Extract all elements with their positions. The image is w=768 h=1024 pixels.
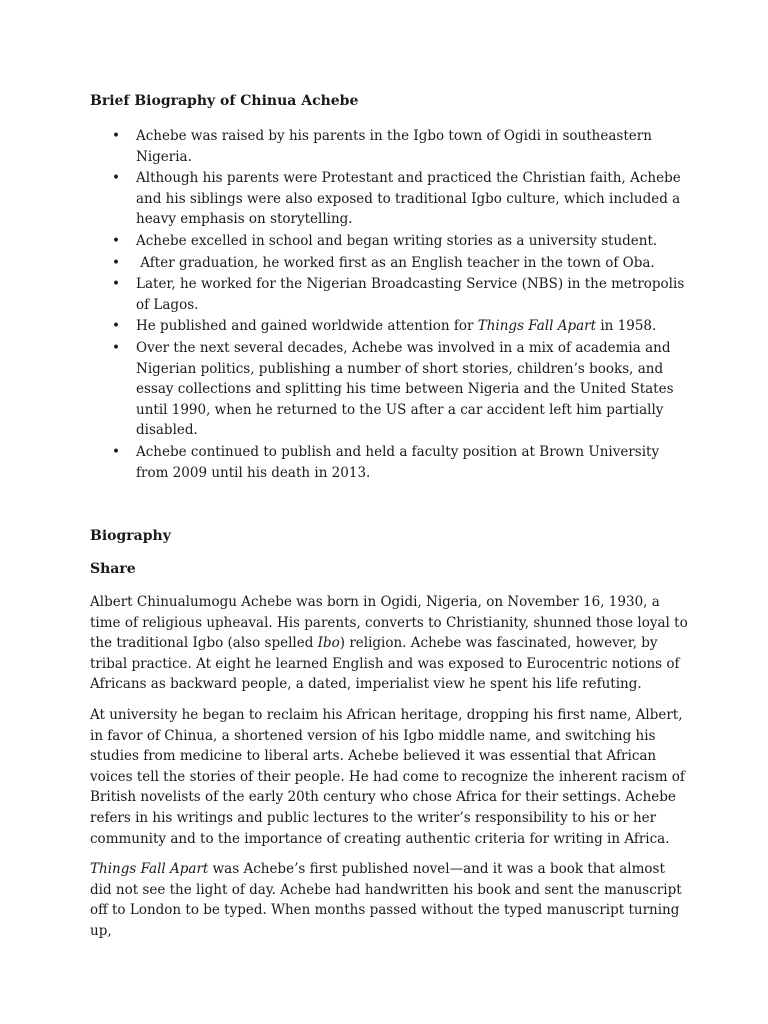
list-item: • Later, he worked for the Nigerian Broadcasting Service (NBS) in the metropolis of Lagos. [90,274,690,315]
list-item: • After graduation, he worked first as an English teacher in the town of Oba. [90,253,690,274]
list-item: • Although his parents were Protestant and practiced the Christian faith, Achebe and his siblings were also exposed to traditional Igbo culture, which included a heavy emphasis on storytelling. [90,168,690,230]
summary-bullet-list [90,126,690,484]
list-item: • Over the next several decades, Achebe was involved in a mix of academia and Nigerian politics, publishing a number of short stories, children’s books, and essay collections and splitting his time between Nigeria and the United States until 1990, when he returned to the US after a car accident left him partially disabled. [90,338,690,441]
paragraph: Albert Chinualumogu Achebe was born in Ogidi, Nigeria, on November 16, 1930, a time of religious upheaval. His parents, converts to Christianity, shunned those loyal to the traditional Igbo (also spelled Ibo) religion. Achebe was fascinated, however, by tribal practice. At eight he learned English and was exposed to Eurocentric notions of Africans as backward people, a dated, imperialist view he spent his life refuting. [90,594,688,693]
page-title: Brief Biography of Chinua Achebe [90,93,359,109]
list-item: • He published and gained worldwide attention for Things Fall Apart in 1958. [90,316,690,337]
paragraph: Things Fall Apart was Achebe’s first published novel—and it was a book that almost did not see the light of day. Achebe had handwritten his book and sent the manuscript off to London to be typed. When months passed without the typed manuscript turning up, [90,861,682,939]
paragraph: At university he began to reclaim his African heritage, dropping his first name, Albert, in favor of Chinua, a shortened version of his Igbo middle name, and switching his studies from medicine to liberal arts. Achebe believed it was essential that African voices tell the stories of their people. He had come to recognize the inherent racism of British novelists of the early 20th century who chose Africa for their settings. Achebe refers in his writings and public lectures to the writer’s responsibility to his or her community and to the importance of creating authentic criteria for writing in Africa. [90,706,685,847]
biography-body [90,592,690,952]
book-title: Things Fall Apart [477,318,597,335]
list-item: • Achebe was raised by his parents in the Igbo town of Ogidi in southeastern Nigeria. [90,126,690,167]
list-item: • Achebe continued to publish and held a faculty position at Brown University from 2009 until his death in 2013. [90,442,690,483]
book-title: Things Fall Apart [90,861,209,878]
share-label[interactable]: Share [90,561,136,577]
section-heading-biography: Biography [90,528,171,544]
list-item: • Achebe excelled in school and began writing stories as a university student. [90,231,690,252]
italic-term: Ibo [317,635,340,652]
